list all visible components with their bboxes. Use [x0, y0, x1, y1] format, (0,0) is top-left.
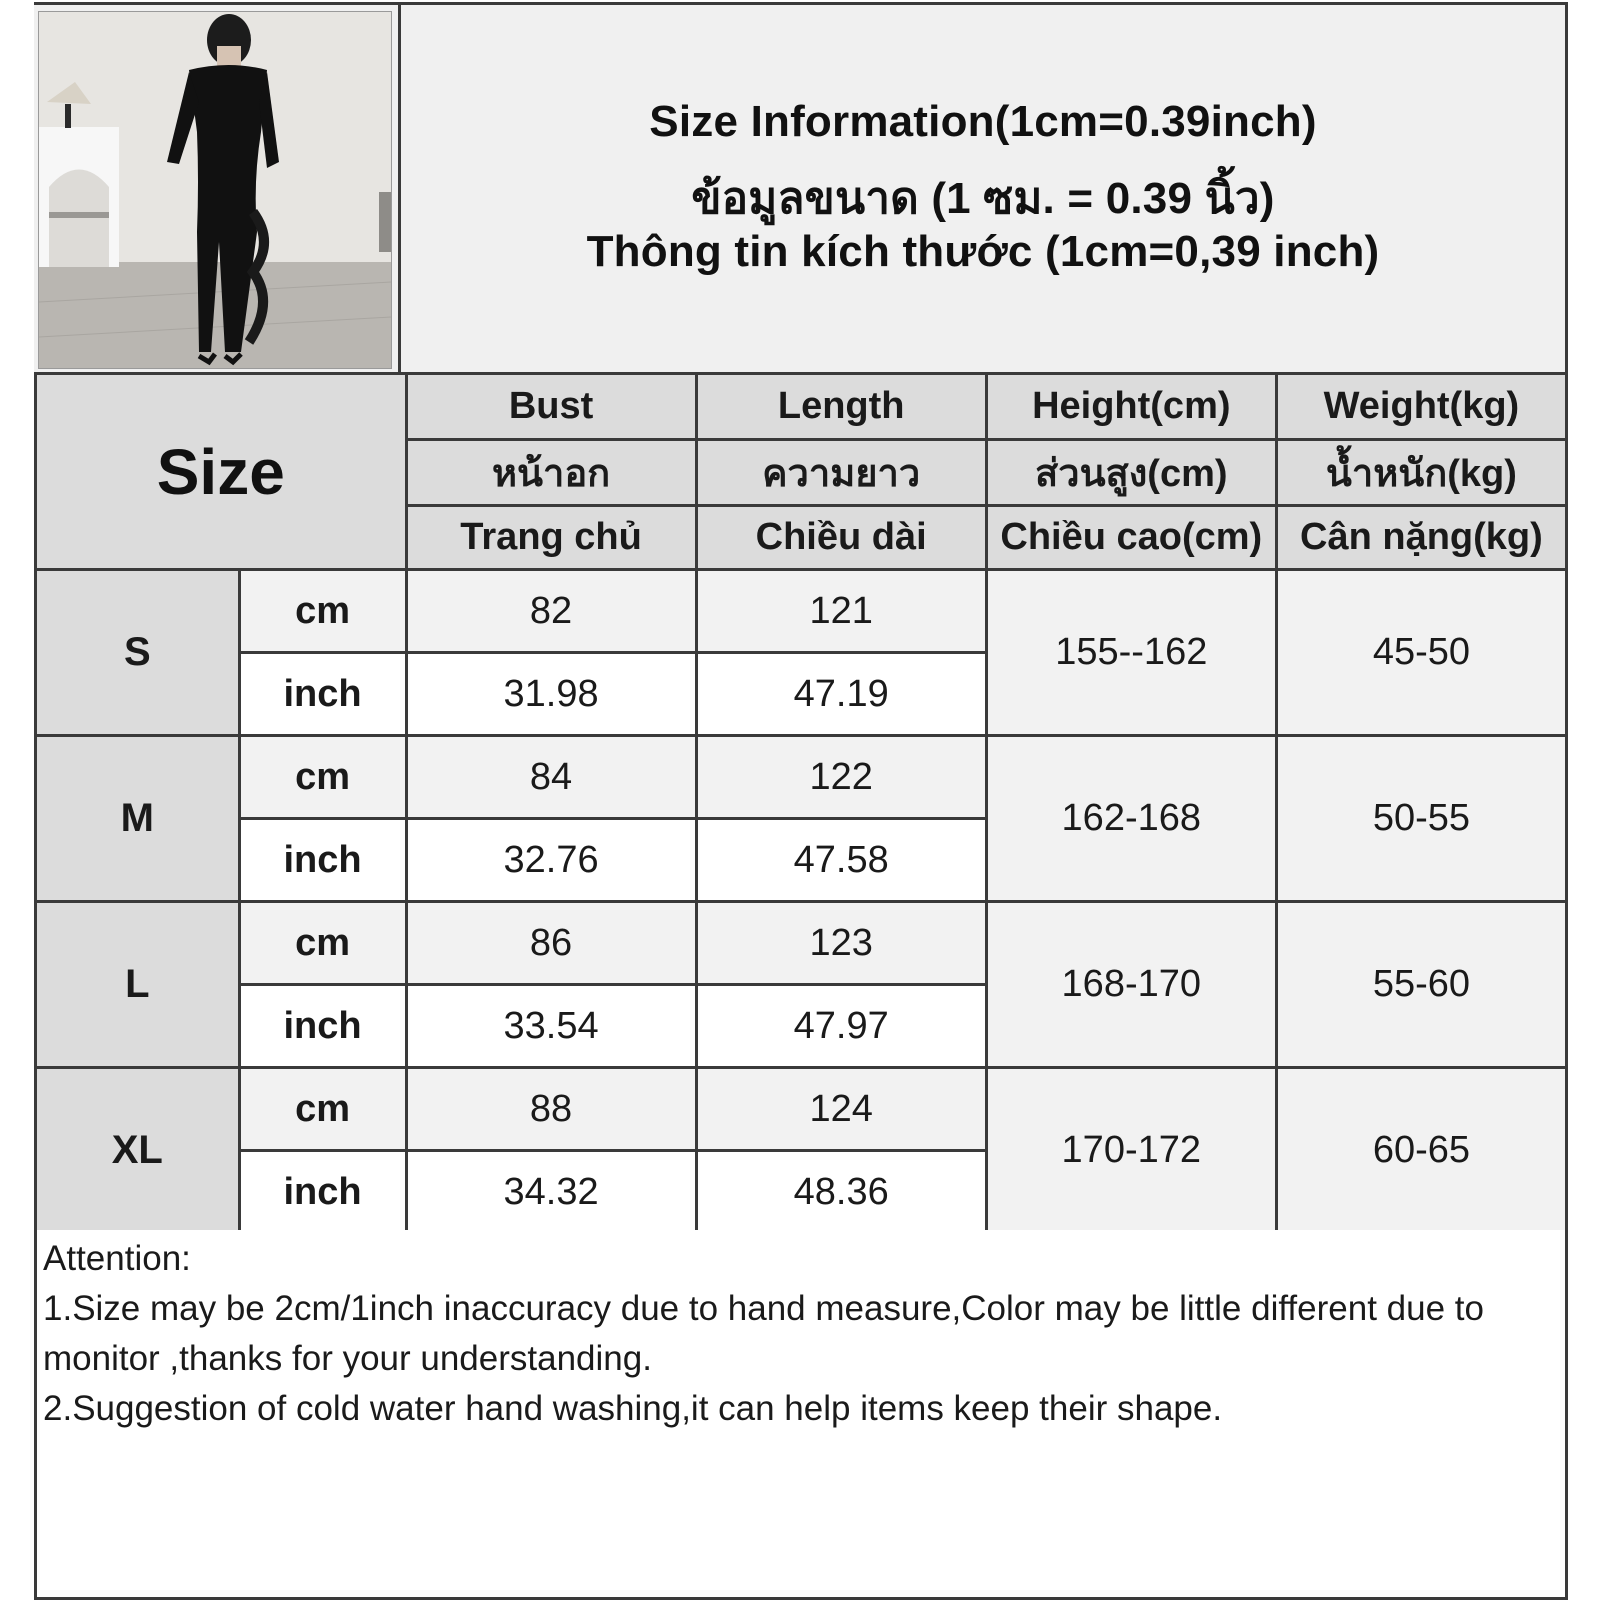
col-weight-th: น้ำหนัก(kg) [1276, 440, 1566, 506]
size-cell: S [36, 570, 240, 736]
col-bust-en: Bust [406, 374, 696, 440]
col-length-en: Length [696, 374, 986, 440]
unit-cell: inch [239, 653, 406, 736]
size-header: Size [36, 374, 407, 570]
weight-cell: 60-65 [1276, 1068, 1566, 1234]
table-row [36, 902, 1567, 985]
title-thai: ข้อมูลขนาด (1 ซม. = 0.39 นิ้ว) [691, 174, 1275, 223]
col-bust-vi: Trang chủ [406, 506, 696, 570]
weight-cell: 45-50 [1276, 570, 1566, 736]
product-photo [38, 11, 392, 369]
unit-cell: cm [239, 902, 406, 985]
attention-note-2: 2.Suggestion of cold water hand washing,it can help items keep their shape. [43, 1389, 1223, 1428]
size-cell: M [36, 736, 240, 902]
title-cell [398, 2, 1568, 372]
title-english: Size Information(1cm=0.39inch) [649, 97, 1317, 146]
header-row-en [36, 374, 1567, 440]
unit-cell: inch [239, 985, 406, 1068]
height-cell: 170-172 [986, 1068, 1276, 1234]
col-height-th: ส่วนสูง(cm) [986, 440, 1276, 506]
col-bust-th: หน้าอก [406, 440, 696, 506]
table-row [36, 1068, 1567, 1151]
title-vietnamese: Thông tin kích thước (1cm=0,39 inch) [586, 227, 1380, 276]
length-inch-cell: 48.36 [696, 1151, 986, 1234]
bust-inch-cell: 33.54 [406, 985, 696, 1068]
bust-cm-cell: 82 [406, 570, 696, 653]
size-cell: XL [36, 1068, 240, 1234]
length-inch-cell: 47.97 [696, 985, 986, 1068]
col-height-vi: Chiều cao(cm) [986, 506, 1276, 570]
dress-model-illustration [39, 12, 391, 368]
length-cm-cell: 121 [696, 570, 986, 653]
length-cm-cell: 123 [696, 902, 986, 985]
unit-cell: cm [239, 1068, 406, 1151]
unit-cell: cm [239, 736, 406, 819]
col-weight-en: Weight(kg) [1276, 374, 1566, 440]
photo-cell [34, 2, 398, 372]
weight-cell: 50-55 [1276, 736, 1566, 902]
height-cell: 155--162 [986, 570, 1276, 736]
size-cell: L [36, 902, 240, 1068]
col-length-vi: Chiều dài [696, 506, 986, 570]
length-cm-cell: 124 [696, 1068, 986, 1151]
col-length-th: ความยาว [696, 440, 986, 506]
bust-cm-cell: 88 [406, 1068, 696, 1151]
table-row [36, 736, 1567, 819]
unit-cell: cm [239, 570, 406, 653]
bust-cm-cell: 84 [406, 736, 696, 819]
col-weight-vi: Cân nặng(kg) [1276, 506, 1566, 570]
weight-cell: 55-60 [1276, 902, 1566, 1068]
unit-cell: inch [239, 1151, 406, 1234]
length-inch-cell: 47.19 [696, 653, 986, 736]
col-height-en: Height(cm) [986, 374, 1276, 440]
height-cell: 162-168 [986, 736, 1276, 902]
size-table [34, 372, 1568, 1235]
attention-note-1: 1.Size may be 2cm/1inch inaccuracy due to hand measure,Color may be little different due to monitor ,thanks for your understanding. [43, 1289, 1484, 1378]
unit-cell: inch [239, 819, 406, 902]
bust-cm-cell: 86 [406, 902, 696, 985]
attention-heading: Attention: [43, 1239, 191, 1278]
bust-inch-cell: 34.32 [406, 1151, 696, 1234]
length-inch-cell: 47.58 [696, 819, 986, 902]
size-chart [34, 2, 1568, 1600]
length-cm-cell: 122 [696, 736, 986, 819]
table-row [36, 570, 1567, 653]
bust-inch-cell: 31.98 [406, 653, 696, 736]
bust-inch-cell: 32.76 [406, 819, 696, 902]
height-cell: 168-170 [986, 902, 1276, 1068]
attention-notes [34, 1230, 1568, 1600]
